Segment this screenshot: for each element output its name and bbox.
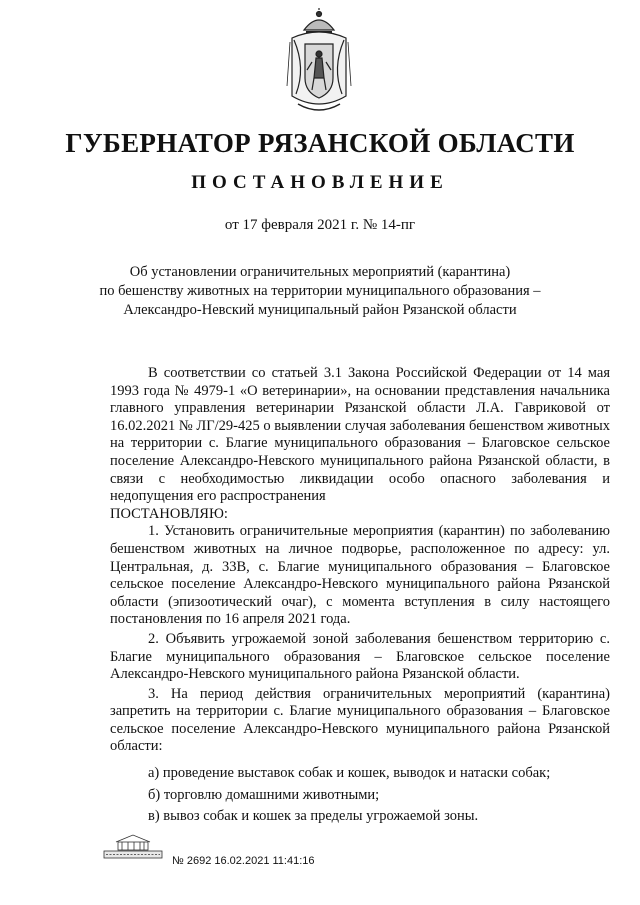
document-type: ПОСТАНОВЛЕНИЕ <box>191 172 449 193</box>
registry-stamp-icon <box>102 832 164 862</box>
registration-number: № 2692 16.02.2021 11:41:16 <box>172 855 315 867</box>
decree-item-1: 1. Установить ограничительные мероприятия (карантин) по заболеванию бешенством животных на личное подворье, расположенное по адресу: ул. Центральная, д. 33В, с. Благие муниципального образования – Благовское сельское поселение Александро-Невского муниципального района Рязанской области (эпизоотический очаг), с момента вступления в силу настоящего постановления по 16 апреля 2021 года. <box>110 523 610 628</box>
preamble-paragraph: В соответствии со статьей 3.1 Закона Российской Федерации от 14 мая 1993 года № 4979-1 «О ветеринарии», на основании представления начальника главного управления ветеринарии Рязанской области Л.А. Гавриковой от 16.02.2021 № ЛГ/29-425 о выявлении случая заболевания бешенством животных на территории с. Благие муниципального образования – Благовское сельское поселение Александро-Невского муниципального района Рязанской области, в связи с необходимостью ликвидации особо опасного заболевания и недопущения его распространения <box>110 365 610 505</box>
document-body <box>110 365 610 826</box>
ryazan-coat-of-arms-icon <box>286 8 352 118</box>
subject-line: Об установлении ограничительных мероприятий (карантина) <box>129 264 511 280</box>
document-date-number: от 17 февраля 2021 г. № 14-пг <box>224 217 416 233</box>
subject-line: по бешенству животных на территории муниципального образования – <box>99 283 541 299</box>
governor-title: ГУБЕРНАТОР РЯЗАНСКОЙ ОБЛАСТИ <box>65 128 575 158</box>
prohibition-item-c: в) вывоз собак и кошек за пределы угрожаемой зоны. <box>148 808 479 825</box>
decree-item-2: 2. Объявить угрожаемой зоной заболевания бешенством территорию с. Благие муниципального образования – Благовское сельское поселение Александро-Невского муниципального района Рязанской области. <box>110 630 610 683</box>
prohibition-item-b: б) торговлю домашними животными; <box>148 786 380 803</box>
decree-item-3: 3. На период действия ограничительных мероприятий (карантина) запретить на территории с. Благие муниципального образования – Благовское сельское поселение Александро-Невского муниципального района Рязанской области: <box>110 685 610 755</box>
subject-line: Александро-Невский муниципальный район Рязанской области <box>123 302 517 318</box>
document-subject <box>90 263 550 320</box>
prohibition-item-a: а) проведение выставок собак и кошек, выводок и натаски собак; <box>148 765 551 782</box>
decree-word: ПОСТАНОВЛЯЮ: <box>110 505 228 522</box>
